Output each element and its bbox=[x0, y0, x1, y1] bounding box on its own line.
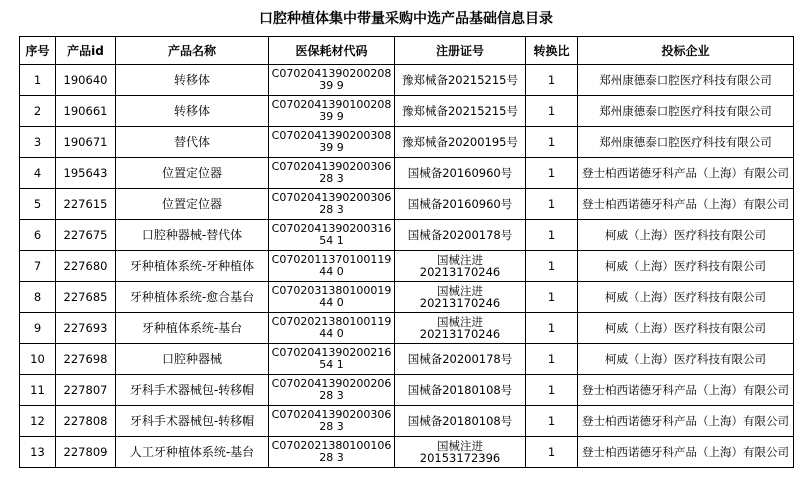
cell-no: 8 bbox=[20, 282, 56, 313]
cell-insurance-code: C070204139020020628 3 bbox=[269, 375, 395, 406]
cell-insurance-code: C070204139020030628 3 bbox=[269, 189, 395, 220]
cell-conversion-ratio: 1 bbox=[526, 189, 578, 220]
cell-insurance-code: C070204139020030628 3 bbox=[269, 158, 395, 189]
cell-bidding-company: 登士柏西诺德牙科产品（上海）有限公司 bbox=[578, 437, 794, 468]
cell-conversion-ratio: 1 bbox=[526, 96, 578, 127]
header-bidding-company: 投标企业 bbox=[578, 37, 794, 65]
cell-registration-no: 国械注进 20153172396 bbox=[395, 437, 526, 468]
table-row bbox=[20, 282, 794, 313]
cell-product-name: 牙科手术器械包-转移帽 bbox=[116, 406, 269, 437]
cell-no: 4 bbox=[20, 158, 56, 189]
table-row bbox=[20, 344, 794, 375]
header-product-name: 产品名称 bbox=[116, 37, 269, 65]
cell-product-id: 227693 bbox=[56, 313, 116, 344]
cell-product-name: 位置定位器 bbox=[116, 158, 269, 189]
cell-product-id: 190671 bbox=[56, 127, 116, 158]
cell-registration-no: 国械备20160960号 bbox=[395, 189, 526, 220]
cell-bidding-company: 柯威（上海）医疗科技有限公司 bbox=[578, 220, 794, 251]
cell-conversion-ratio: 1 bbox=[526, 65, 578, 96]
cell-no: 6 bbox=[20, 220, 56, 251]
cell-conversion-ratio: 1 bbox=[526, 437, 578, 468]
cell-product-id: 227615 bbox=[56, 189, 116, 220]
cell-product-id: 227807 bbox=[56, 375, 116, 406]
cell-product-id: 227809 bbox=[56, 437, 116, 468]
cell-bidding-company: 柯威（上海）医疗科技有限公司 bbox=[578, 344, 794, 375]
cell-product-id: 190661 bbox=[56, 96, 116, 127]
cell-insurance-code: C070204139020020839 9 bbox=[269, 65, 395, 96]
cell-product-name: 口腔种器械 bbox=[116, 344, 269, 375]
table-row bbox=[20, 313, 794, 344]
cell-registration-no: 国械注进 20213170246 bbox=[395, 282, 526, 313]
cell-product-name: 牙科手术器械包-转移帽 bbox=[116, 375, 269, 406]
cell-product-name: 替代体 bbox=[116, 127, 269, 158]
cell-product-id: 227685 bbox=[56, 282, 116, 313]
table-row bbox=[20, 406, 794, 437]
table-row bbox=[20, 220, 794, 251]
cell-product-id: 227808 bbox=[56, 406, 116, 437]
cell-product-id: 227680 bbox=[56, 251, 116, 282]
cell-product-id: 195643 bbox=[56, 158, 116, 189]
cell-registration-no: 豫郑械备20215215号 bbox=[395, 65, 526, 96]
table-row bbox=[20, 375, 794, 406]
cell-product-name: 口腔种器械-替代体 bbox=[116, 220, 269, 251]
cell-no: 12 bbox=[20, 406, 56, 437]
table-header-row bbox=[20, 37, 794, 65]
cell-conversion-ratio: 1 bbox=[526, 251, 578, 282]
cell-conversion-ratio: 1 bbox=[526, 220, 578, 251]
cell-product-name: 转移体 bbox=[116, 96, 269, 127]
cell-product-name: 牙种植体系统-基台 bbox=[116, 313, 269, 344]
table-row bbox=[20, 437, 794, 468]
cell-insurance-code: C070204139010020839 9 bbox=[269, 96, 395, 127]
cell-registration-no: 国械备20180108号 bbox=[395, 406, 526, 437]
cell-product-name: 牙种植体系统-牙种植体 bbox=[116, 251, 269, 282]
cell-bidding-company: 登士柏西诺德牙科产品（上海）有限公司 bbox=[578, 375, 794, 406]
cell-conversion-ratio: 1 bbox=[526, 406, 578, 437]
header-product-id: 产品id bbox=[56, 37, 116, 65]
cell-insurance-code: C070204139020030628 3 bbox=[269, 406, 395, 437]
header-no: 序号 bbox=[20, 37, 56, 65]
cell-bidding-company: 郑州康德泰口腔医疗科技有限公司 bbox=[578, 65, 794, 96]
cell-no: 9 bbox=[20, 313, 56, 344]
cell-no: 1 bbox=[20, 65, 56, 96]
cell-bidding-company: 柯威（上海）医疗科技有限公司 bbox=[578, 251, 794, 282]
table-row bbox=[20, 127, 794, 158]
cell-product-name: 位置定位器 bbox=[116, 189, 269, 220]
cell-bidding-company: 柯威（上海）医疗科技有限公司 bbox=[578, 313, 794, 344]
cell-no: 3 bbox=[20, 127, 56, 158]
cell-insurance-code: C070201137010011944 0 bbox=[269, 251, 395, 282]
cell-product-name: 转移体 bbox=[116, 65, 269, 96]
cell-insurance-code: C070202138010010628 3 bbox=[269, 437, 395, 468]
cell-bidding-company: 柯威（上海）医疗科技有限公司 bbox=[578, 282, 794, 313]
cell-registration-no: 国械备20200178号 bbox=[395, 220, 526, 251]
table-row bbox=[20, 189, 794, 220]
cell-insurance-code: C070204139020030839 9 bbox=[269, 127, 395, 158]
product-table bbox=[19, 36, 794, 468]
cell-conversion-ratio: 1 bbox=[526, 313, 578, 344]
cell-product-id: 227675 bbox=[56, 220, 116, 251]
cell-registration-no: 豫郑械备20215215号 bbox=[395, 96, 526, 127]
cell-conversion-ratio: 1 bbox=[526, 375, 578, 406]
cell-insurance-code: C070204139020031654 1 bbox=[269, 220, 395, 251]
cell-product-id: 190640 bbox=[56, 65, 116, 96]
cell-bidding-company: 登士柏西诺德牙科产品（上海）有限公司 bbox=[578, 406, 794, 437]
table-row bbox=[20, 251, 794, 282]
cell-no: 13 bbox=[20, 437, 56, 468]
cell-conversion-ratio: 1 bbox=[526, 344, 578, 375]
table-row bbox=[20, 96, 794, 127]
cell-product-id: 227698 bbox=[56, 344, 116, 375]
cell-registration-no: 国械备20180108号 bbox=[395, 375, 526, 406]
cell-registration-no: 国械备20160960号 bbox=[395, 158, 526, 189]
header-insurance-code: 医保耗材代码 bbox=[269, 37, 395, 65]
cell-no: 7 bbox=[20, 251, 56, 282]
cell-conversion-ratio: 1 bbox=[526, 282, 578, 313]
cell-no: 11 bbox=[20, 375, 56, 406]
cell-bidding-company: 登士柏西诺德牙科产品（上海）有限公司 bbox=[578, 158, 794, 189]
cell-registration-no: 国械备20200178号 bbox=[395, 344, 526, 375]
cell-bidding-company: 登士柏西诺德牙科产品（上海）有限公司 bbox=[578, 189, 794, 220]
cell-conversion-ratio: 1 bbox=[526, 158, 578, 189]
cell-registration-no: 国械注进 20213170246 bbox=[395, 313, 526, 344]
header-conversion-ratio: 转换比 bbox=[526, 37, 578, 65]
cell-no: 5 bbox=[20, 189, 56, 220]
cell-bidding-company: 郑州康德泰口腔医疗科技有限公司 bbox=[578, 127, 794, 158]
cell-registration-no: 豫郑械备20200195号 bbox=[395, 127, 526, 158]
cell-insurance-code: C070204139020021654 1 bbox=[269, 344, 395, 375]
cell-product-name: 人工牙种植体系统-基台 bbox=[116, 437, 269, 468]
table-row bbox=[20, 158, 794, 189]
header-registration-no: 注册证号 bbox=[395, 37, 526, 65]
cell-insurance-code: C070203138010001944 0 bbox=[269, 282, 395, 313]
cell-bidding-company: 郑州康德泰口腔医疗科技有限公司 bbox=[578, 96, 794, 127]
cell-product-name: 牙种植体系统-愈合基台 bbox=[116, 282, 269, 313]
page-title: 口腔种植体集中带量采购中选产品基础信息目录 bbox=[259, 11, 553, 27]
cell-insurance-code: C070202138010011944 0 bbox=[269, 313, 395, 344]
cell-conversion-ratio: 1 bbox=[526, 127, 578, 158]
cell-no: 2 bbox=[20, 96, 56, 127]
table-row bbox=[20, 65, 794, 96]
cell-registration-no: 国械注进 20213170246 bbox=[395, 251, 526, 282]
cell-no: 10 bbox=[20, 344, 56, 375]
